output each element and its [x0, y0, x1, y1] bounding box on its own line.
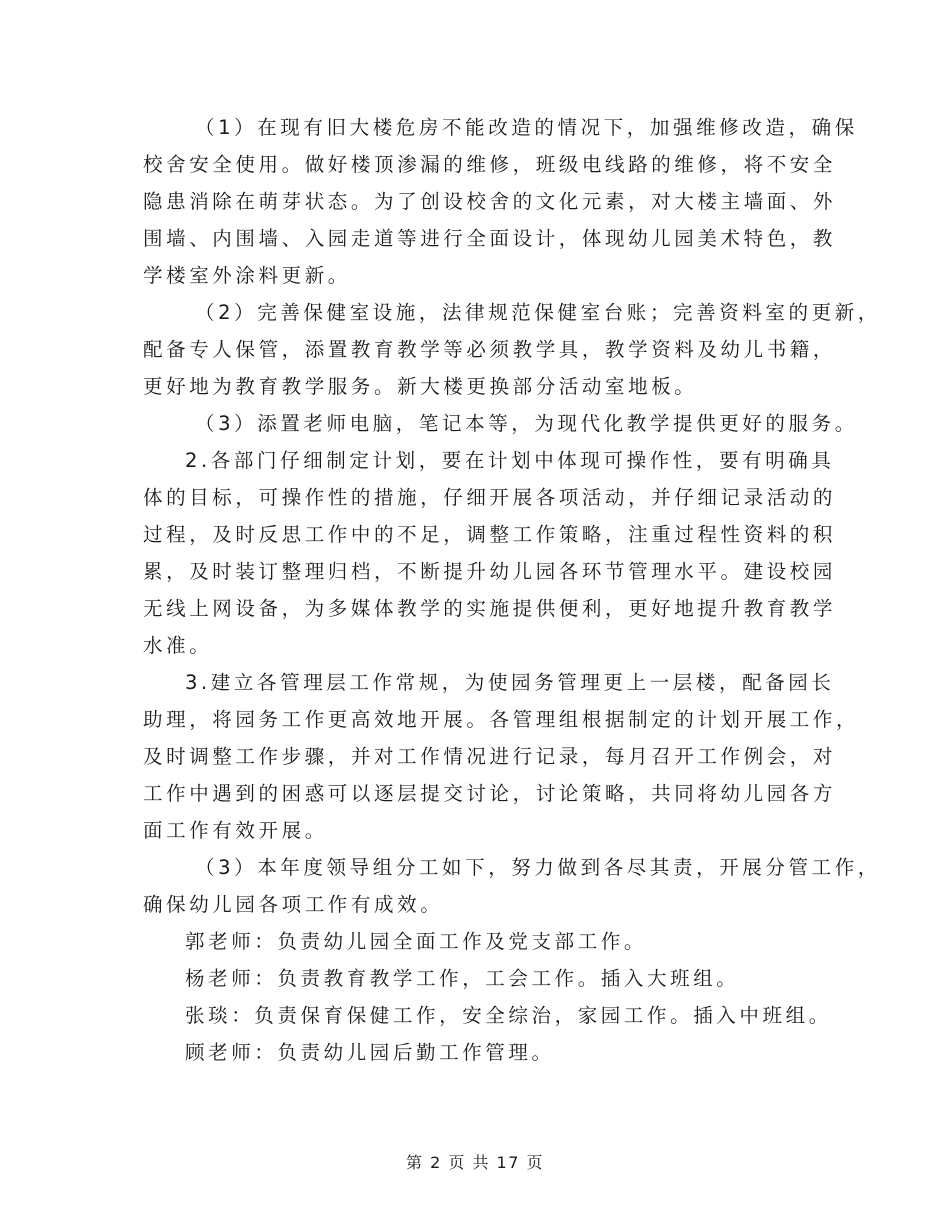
text-line: 过程，及时反思工作中的不足，调整工作策略，注重过程性资料的积	[143, 523, 837, 546]
text-line: 校舍安全使用。做好楼顶渗漏的维修，班级电线路的维修，将不安全	[143, 153, 837, 176]
text-line: 累，及时装订整理归档，不断提升幼儿园各环节管理水平。建设校园	[143, 560, 837, 583]
text-line: 学楼室外涂料更新。	[143, 264, 351, 287]
text-line: 2.各部门仔细制定计划，要在计划中体现可操作性，要有明确具	[185, 449, 835, 472]
text-line: 杨老师：负责教育教学工作，工会工作。插入大班组。	[185, 967, 740, 990]
text-line: 郭老师：负责幼儿园全面工作及党支部工作。	[185, 930, 648, 953]
text-line: （2）完善保健室设施，法律规范保健室台账；完善资料室的更新，	[195, 301, 881, 324]
text-line: 及时调整工作步骤，并对工作情况进行记录，每月召开工作例会，对	[143, 745, 837, 768]
text-line: 助理，将园务工作更高效地开展。各管理组根据制定的计划开展工作，	[143, 708, 860, 731]
text-line: 顾老师：负责幼儿园后勤工作管理。	[185, 1041, 555, 1064]
text-line: 确保幼儿园各项工作有成效。	[143, 893, 444, 916]
text-line: 无线上网设备，为多媒体教学的实施提供便利，更好地提升教育教学	[143, 597, 837, 620]
text-line: （1）在现有旧大楼危房不能改造的情况下，加强维修改造，确保	[195, 116, 858, 139]
text-line: 配备专人保管，添置教育教学等必须教学具，教学资料及幼儿书籍，	[143, 338, 837, 361]
text-line: 围墙、内围墙、入园走道等进行全面设计，体现幼儿园美术特色，教	[143, 227, 837, 250]
text-line: 张琰：负责保育保健工作，安全综治，家园工作。插入中班组。	[185, 1004, 832, 1027]
text-line: 面工作有效开展。	[143, 819, 328, 842]
text-line: 体的目标，可操作性的措施，仔细开展各项活动，并仔细记录活动的	[143, 486, 837, 509]
text-line: 水准。	[143, 634, 213, 657]
text-line: （3）添置老师电脑，笔记本等，为现代化教学提供更好的服务。	[195, 412, 858, 435]
text-line: 隐患消除在萌芽状态。为了创设校舍的文化元素，对大楼主墙面、外	[143, 190, 837, 213]
page-number-footer: 第 2 页 共 17 页	[406, 1153, 544, 1172]
text-line: （3）本年度领导组分工如下，努力做到各尽其责，开展分管工作，	[195, 856, 881, 879]
text-line: 更好地为教育教学服务。新大楼更换部分活动室地板。	[143, 375, 698, 398]
text-line: 3.建立各管理层工作常规，为使园务管理更上一层楼，配备园长	[185, 671, 835, 694]
text-line: 工作中遇到的困惑可以逐层提交讨论，讨论策略，共同将幼儿园各方	[143, 782, 837, 805]
